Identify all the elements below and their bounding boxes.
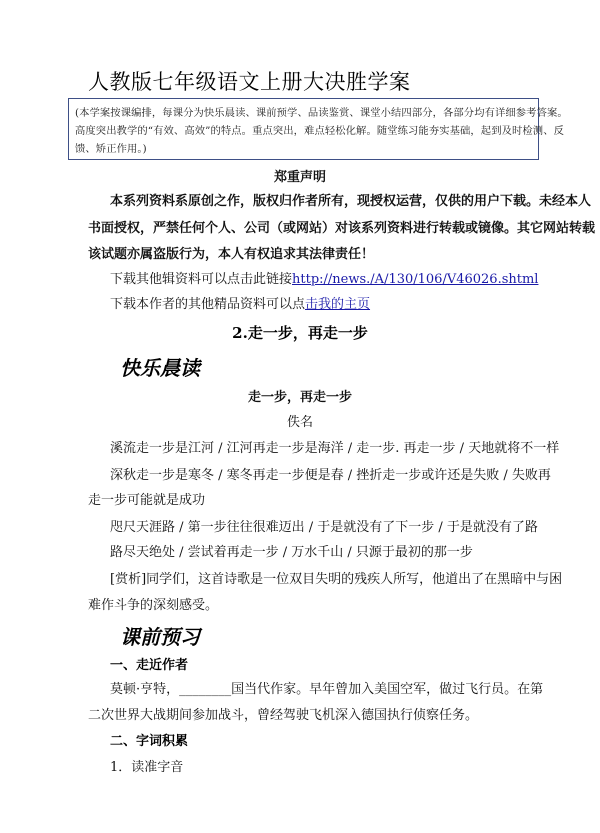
statement-line: 该试题亦属盗版行为，本人有权追求其法律责任！ (88, 247, 375, 262)
intro-note-box (68, 98, 568, 160)
vocab-item: 1．读准字音 (110, 760, 184, 775)
document-title: 人教版七年级语文上册大决胜学案 (88, 70, 411, 94)
appreciation-text: [赏析]同学们，这首诗歌是一位双目失明的残疾人所写，他道出了在黑暗中与困 (110, 572, 563, 587)
poem-title: 走一步，再走一步 (247, 390, 353, 405)
download-link[interactable]: http://news./A/130/106/V46026.shtml (292, 272, 539, 287)
poem-line: 路尽天绝处 / 尝试着再走一步 / 万水千山 / 只源于最初的那一步 (110, 545, 473, 560)
poem-line: 咫尺天涯路 / 第一步往往很难迈出 / 于是就没有了下一步 / 于是就没有了路 (110, 520, 538, 535)
lesson-title: 2.走一步，再走一步 (232, 324, 368, 342)
poem-line: 深秋走一步是寒冬 / 寒冬再走一步便是春 / 挫折走一步或许还是失败 / 失败再 (110, 468, 551, 483)
statement-line: 书面授权，严禁任何个人、公司（或网站）对该系列资料进行转载或镜像。其它网站转载 (88, 221, 596, 236)
intro-note-line: 高度突出教学的“有效、高效”的特点。重点突出，难点轻松化解。随堂练习能夯实基础，起到及时检测、反 (75, 125, 564, 137)
author-paragraph: 莫顿·亨特，________国当代作家。早年曾加入美国空军，做过飞行员。在第 (110, 682, 544, 697)
download-line (110, 268, 538, 287)
intro-note-line: (本学案按课编排，每课分为快乐晨读、课前预学、品读鉴赏、课堂小结四部分，各部分均有详细参考答案。 (75, 107, 568, 119)
homepage-line (110, 293, 370, 312)
poem-line: 走一步可能就是成功 (88, 493, 206, 508)
poem-line: 溪流走一步是江河 / 江河再走一步是海洋 / 走一步. 再走一步 / 天地就将不一样 (110, 441, 560, 456)
statement-heading: 郑重声明 (273, 170, 327, 185)
section-heading-preview: 课前预习 (120, 625, 200, 649)
vocab-heading: 二、字词积累 (110, 734, 189, 749)
download-text: 下载其他辑资料可以点击此链接 (110, 272, 293, 287)
homepage-text: 下载本作者的其他精品资料可以点 (110, 297, 306, 312)
statement-line: 本系列资料系原创之作，版权归作者所有，现授权运营，仅供的用户下载。未经本人 (110, 194, 592, 209)
intro-note-line: 馈、矫正作用。) (75, 143, 147, 155)
section-heading-morning-reading: 快乐晨读 (120, 356, 200, 380)
author-heading: 一、走近作者 (110, 658, 189, 673)
author-paragraph: 二次世界大战期间参加战斗，曾经驾驶飞机深入德国执行侦察任务。 (88, 708, 479, 723)
appreciation-text: 难作斗争的深刻感受。 (88, 598, 219, 613)
poem-author: 佚名 (286, 415, 314, 430)
homepage-link[interactable]: 击我的主页 (305, 297, 371, 312)
